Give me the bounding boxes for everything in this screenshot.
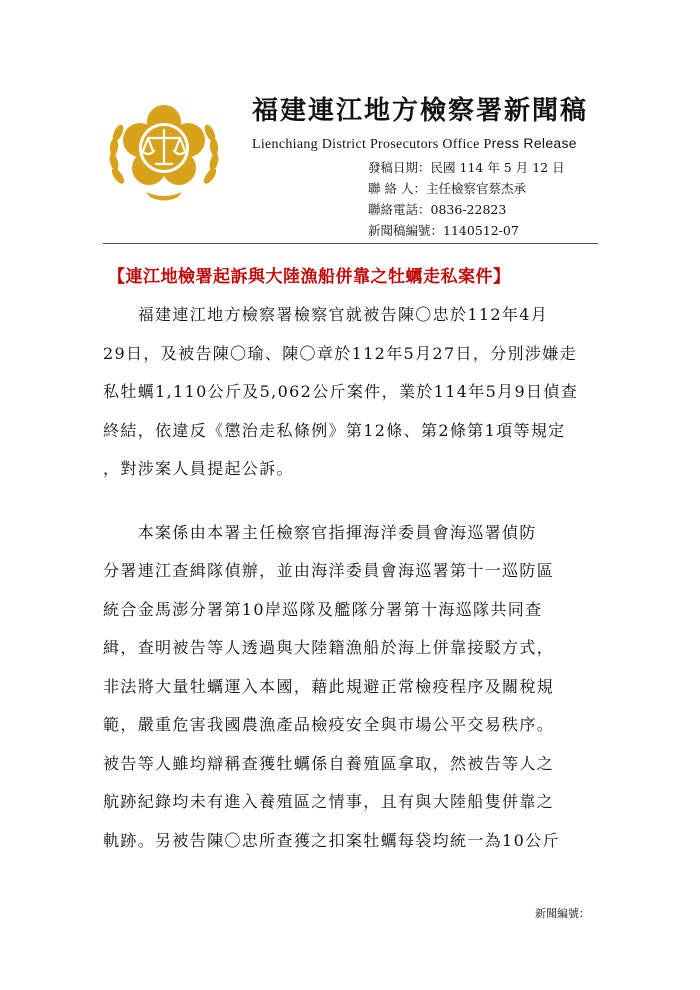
subtitle-press-release: ress Release xyxy=(491,135,577,151)
body-line: 終結，依違反《懲治走私條例》第12條、第2條第1項等規定 xyxy=(103,420,566,440)
body-line: 航跡紀錄均未有進入養殖區之情事，且有與大陸船隻併靠之 xyxy=(103,792,555,811)
meta-label: 新聞稿編號： xyxy=(368,223,444,238)
body-line: 非法將大量牡蠣運入本國，藉此規避正常檢疫程序及關稅規 xyxy=(103,676,555,696)
paragraph-2 xyxy=(103,514,601,861)
meta-release-date xyxy=(368,157,565,178)
body-line: 分署連江查緝隊偵辦，並由海洋委員會海巡署第十一巡防區 xyxy=(103,561,555,580)
release-meta xyxy=(368,157,565,241)
body-line: 軌跡。另被告陳〇忠所查獲之扣案牡蠣每袋均統一為10公斤 xyxy=(103,830,560,850)
paragraph-1 xyxy=(103,296,601,489)
body-line: 被告等人雖均辯稱查獲牡蠣係自養殖區拿取，然被告等人之 xyxy=(103,753,555,773)
paragraph-gap xyxy=(103,489,601,514)
press-release-title: 福建連江地方檢察署新聞稿 xyxy=(252,96,589,126)
meta-contact-phone xyxy=(368,199,565,220)
header-divider xyxy=(103,243,598,244)
meta-release-number xyxy=(368,220,565,241)
body-line: 29日，及被告陳〇瑜、陳〇章於112年5月27日，分別涉嫌走 xyxy=(103,343,577,363)
body-line: 範，嚴重危害我國農漁產品檢疫安全與市場公平交易秩序。 xyxy=(103,715,555,734)
body-line: 私牡蠣1,110公斤及5,062公斤案件，業於114年5月9日偵查 xyxy=(103,382,579,401)
body-line: 統合金馬澎分署第10岸巡隊及艦隊分署第十海巡隊共同查 xyxy=(103,599,543,619)
subtitle-office-name: Lienchiang District Prosecutors Office P xyxy=(252,137,492,152)
meta-value: 0836-22823 xyxy=(430,202,507,217)
prosecutors-office-logo xyxy=(104,96,224,206)
meta-label: 聯 絡 人： xyxy=(368,181,426,196)
meta-contact-person xyxy=(368,178,565,199)
release-body xyxy=(103,296,601,860)
meta-value: 1140512-07 xyxy=(443,223,519,238)
press-release-subtitle xyxy=(252,135,577,153)
meta-label: 聯絡電話： xyxy=(368,202,431,217)
footer-news-number: 新聞編號： xyxy=(535,907,590,920)
meta-value: 民國 114 年 5 月 12 日 xyxy=(430,160,565,175)
body-line: 本案係由本署主任檢察官指揮海洋委員會海巡署偵防 xyxy=(103,522,537,542)
meta-value: 主任檢察官蔡杰承 xyxy=(425,181,526,196)
body-line: ，對涉案人員提起公訴。 xyxy=(103,459,294,478)
body-line: 緝，查明被告等人透過與大陸籍漁船於海上併靠接駁方式， xyxy=(103,638,555,657)
body-line: 福建連江地方檢察署檢察官就被告陳〇忠於112年4月 xyxy=(103,305,549,324)
release-headline: 【連江地檢署起訴與大陸漁船併靠之牡蠣走私案件】 xyxy=(108,267,511,287)
meta-label: 發稿日期： xyxy=(368,160,431,175)
